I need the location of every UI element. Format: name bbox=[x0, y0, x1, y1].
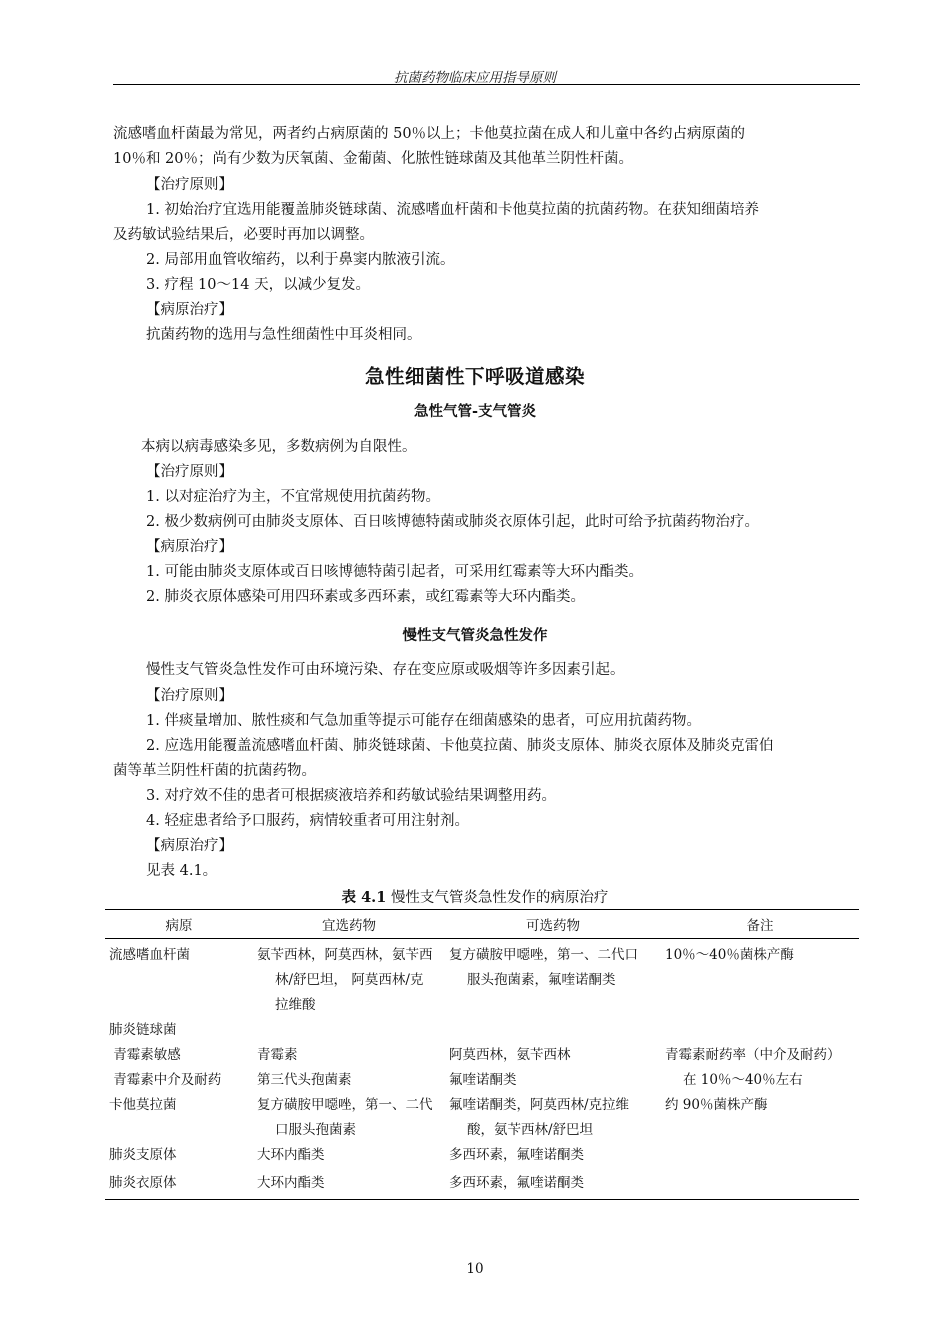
list-item-continued: 菌等革兰阴性杆菌的抗菌药物。 bbox=[113, 763, 316, 779]
table-row bbox=[105, 1143, 859, 1168]
table-cell: 多西环素，氟喹诺酮类 bbox=[449, 1147, 584, 1163]
table-cell: 青霉素中介及耐药 bbox=[109, 1072, 222, 1088]
table-cell bbox=[445, 1093, 661, 1143]
cell-line: 复方磺胺甲噁唑，第一、二代 bbox=[257, 1097, 433, 1113]
table-cell bbox=[253, 939, 445, 1019]
column-header: 可选药物 bbox=[445, 910, 661, 939]
table-cell bbox=[253, 1093, 445, 1143]
table-cell: 青霉素 bbox=[257, 1047, 298, 1063]
table-row bbox=[105, 939, 859, 1019]
cell-line: 服头孢菌素，氟喹诺酮类 bbox=[467, 972, 616, 988]
table-cell: 青霉素敏感 bbox=[109, 1047, 181, 1063]
cell-line: 林/舒巴坦， 阿莫西林/克 bbox=[275, 972, 424, 988]
table-cell: 大环内酯类 bbox=[257, 1147, 325, 1163]
table-cell: 在 10％～40％左右 bbox=[683, 1072, 803, 1088]
table-cell: 流感嗜血杆菌 bbox=[109, 947, 190, 963]
table-caption-text: 慢性支气管炎急性发作的病原治疗 bbox=[390, 890, 609, 906]
running-header: 抗菌药物临床应用指导原则 bbox=[394, 70, 556, 86]
section-title: 急性细菌性下呼吸道感染 bbox=[364, 365, 585, 388]
table-cell: 约 90％菌株产酶 bbox=[665, 1097, 768, 1113]
table-cell: 卡他莫拉菌 bbox=[109, 1097, 177, 1113]
list-item: 1. 可能由肺炎支原体或百日咳博德特菌引起者，可采用红霉素等大环内酯类。 bbox=[146, 564, 643, 580]
list-item-continued: 及药敏试验结果后，必要时再加以调整。 bbox=[113, 227, 374, 243]
cell-line: 氨苄西林，阿莫西林，氨苄西 bbox=[257, 947, 433, 963]
section-label-treatment: 【治疗原则】 bbox=[146, 177, 233, 193]
table-cell: 肺炎支原体 bbox=[109, 1147, 177, 1163]
section-label-pathogen: 【病原治疗】 bbox=[146, 838, 233, 854]
table-cell: 10％～40％菌株产酶 bbox=[665, 947, 794, 963]
table-cell: 肺炎衣原体 bbox=[105, 1168, 253, 1200]
table-cell: 多西环素，氟喹诺酮类 bbox=[445, 1168, 661, 1200]
paragraph-line: 流感嗜血杆菌最为常见，两者约占病原菌的 50％以上；卡他莫拉菌在成人和儿童中各约占病原菌的 bbox=[113, 126, 746, 142]
cell-line: 酸，氨苄西林/舒巴坦 bbox=[467, 1122, 594, 1138]
table-cell bbox=[661, 1018, 859, 1043]
table-row bbox=[105, 1018, 859, 1043]
cell-line: 口服头孢菌素 bbox=[275, 1122, 356, 1138]
section-label-treatment: 【治疗原则】 bbox=[146, 464, 233, 480]
table-cell bbox=[445, 1018, 661, 1043]
table-caption-label: 表 4.1 bbox=[341, 889, 387, 906]
table-cell: 青霉素耐药率（中介及耐药） bbox=[665, 1047, 841, 1063]
list-item: 3. 对疗效不佳的患者可根据痰液培养和药敏试验结果调整用药。 bbox=[146, 788, 556, 804]
table-caption bbox=[0, 886, 950, 907]
subsection-title: 急性气管-支气管炎 bbox=[413, 404, 537, 420]
cell-line: 拉维酸 bbox=[275, 997, 316, 1013]
paragraph-line: 抗菌药物的选用与急性细菌性中耳炎相同。 bbox=[146, 327, 422, 343]
subsection-title: 慢性支气管炎急性发作 bbox=[402, 628, 548, 644]
paragraph-line: 见表 4.1。 bbox=[146, 863, 218, 879]
column-header: 宜选药物 bbox=[253, 910, 445, 939]
header-rule bbox=[113, 84, 860, 85]
list-item: 2. 应选用能覆盖流感嗜血杆菌、肺炎链球菌、卡他莫拉菌、肺炎支原体、肺炎衣原体及肺炎克雷伯 bbox=[146, 738, 774, 754]
cell-line: 复方磺胺甲噁唑，第一、二代口 bbox=[449, 947, 638, 963]
list-item: 2. 局部用血管收缩药，以利于鼻窦内脓液引流。 bbox=[146, 252, 455, 268]
page-number: 10 bbox=[466, 1261, 484, 1277]
list-item: 3. 疗程 10～14 天，以减少复发。 bbox=[146, 277, 371, 293]
list-item: 4. 轻症患者给予口服药，病情较重者可用注射剂。 bbox=[146, 813, 469, 829]
pathogen-treatment-table bbox=[105, 909, 859, 1200]
paragraph-line: 本病以病毒感染多见，多数病例为自限性。 bbox=[141, 439, 417, 455]
list-item: 2. 肺炎衣原体感染可用四环素或多西环素，或红霉素等大环内酯类。 bbox=[146, 589, 585, 605]
list-item: 1. 伴痰量增加、脓性痰和气急加重等提示可能存在细菌感染的患者，可应用抗菌药物。 bbox=[146, 713, 701, 729]
column-header: 病原 bbox=[105, 910, 253, 939]
section-label-treatment: 【治疗原则】 bbox=[146, 688, 233, 704]
table-row bbox=[105, 1043, 859, 1068]
paragraph-line: 10％和 20％；尚有少数为厌氧菌、金葡菌、化脓性链球菌及其他革兰阴性杆菌。 bbox=[113, 151, 634, 167]
table-cell bbox=[661, 1143, 859, 1168]
table-cell: 氟喹诺酮类 bbox=[449, 1072, 517, 1088]
section-label-pathogen: 【病原治疗】 bbox=[146, 539, 233, 555]
cell-line: 氟喹诺酮类，阿莫西林/克拉维 bbox=[449, 1097, 630, 1113]
table-cell: 大环内酯类 bbox=[253, 1168, 445, 1200]
table-cell: 阿莫西林，氨苄西林 bbox=[449, 1047, 571, 1063]
column-header: 备注 bbox=[661, 910, 859, 939]
paragraph-line: 慢性支气管炎急性发作可由环境污染、存在变应原或吸烟等许多因素引起。 bbox=[146, 662, 625, 678]
table-header-row bbox=[105, 910, 859, 939]
table-row bbox=[105, 1093, 859, 1143]
table-cell bbox=[445, 939, 661, 1019]
table-row bbox=[105, 1068, 859, 1093]
list-item: 1. 以对症治疗为主，不宜常规使用抗菌药物。 bbox=[146, 489, 440, 505]
list-item: 1. 初始治疗宜选用能覆盖肺炎链球菌、流感嗜血杆菌和卡他莫拉菌的抗菌药物。在获知细菌培养 bbox=[146, 202, 759, 218]
table-row bbox=[105, 1168, 859, 1200]
table-cell bbox=[661, 1168, 859, 1200]
table-cell bbox=[253, 1018, 445, 1043]
table-cell: 肺炎链球菌 bbox=[109, 1022, 177, 1038]
section-label-pathogen: 【病原治疗】 bbox=[146, 302, 233, 318]
table-cell: 第三代头孢菌素 bbox=[257, 1072, 352, 1088]
list-item: 2. 极少数病例可由肺炎支原体、百日咳博德特菌或肺炎衣原体引起，此时可给予抗菌药物治疗。 bbox=[146, 514, 759, 530]
